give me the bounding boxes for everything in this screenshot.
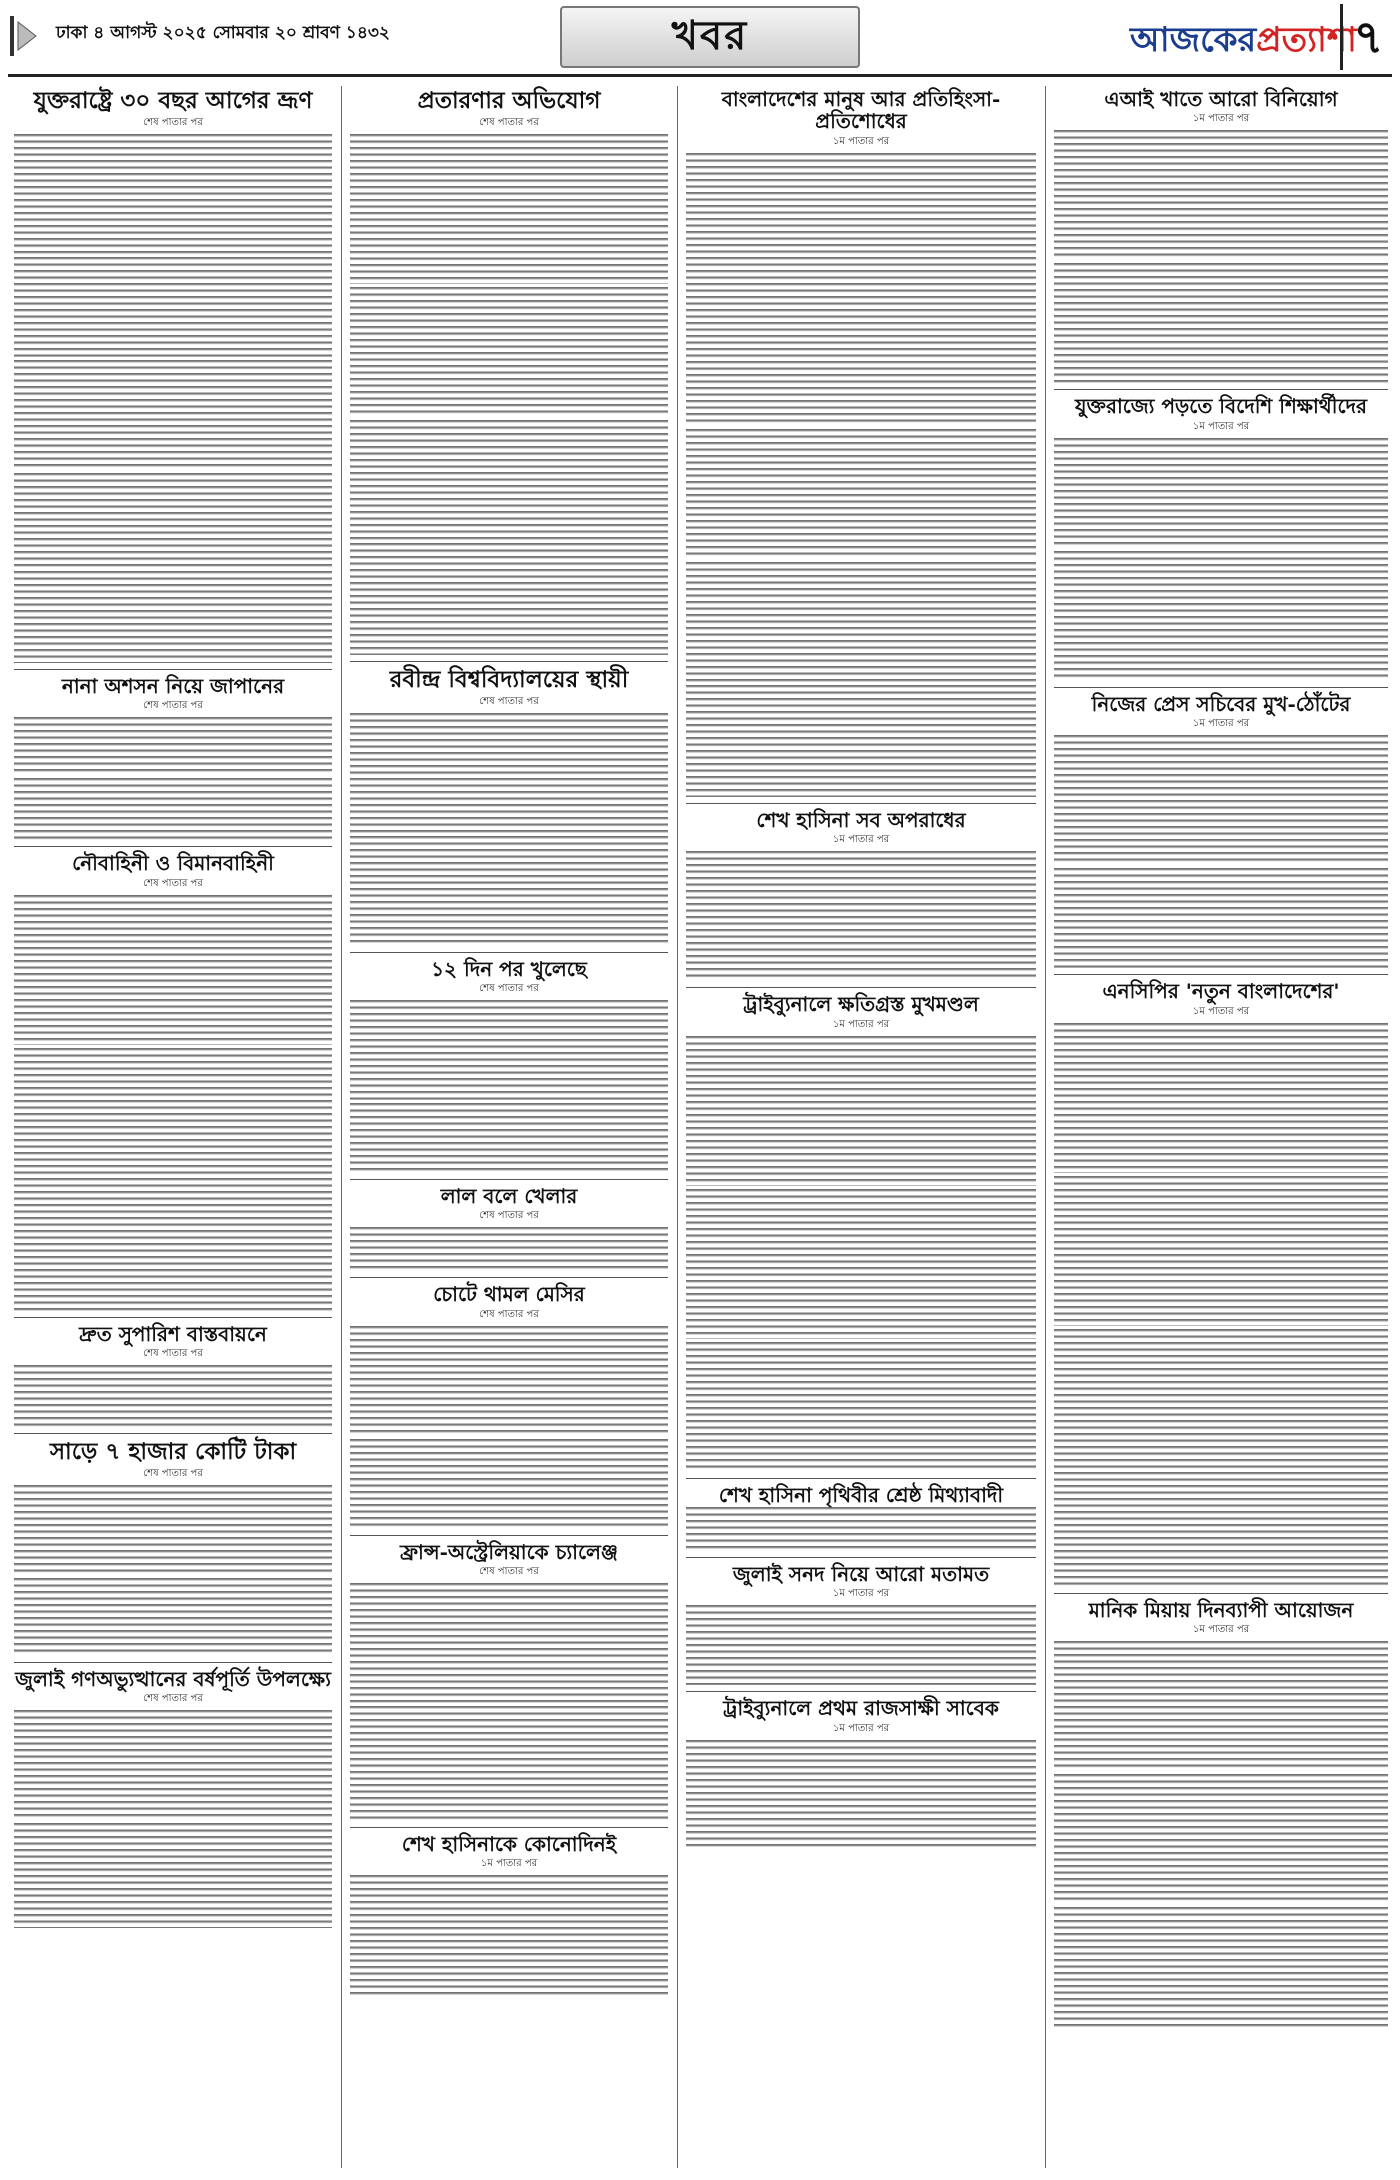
news-story (1054, 1599, 1388, 2027)
body-text-block (14, 1191, 332, 1311)
story-headline: নিজের প্রেস সচিবের মুখ-ঠোঁটের (1091, 691, 1351, 716)
body-text-block (686, 429, 1036, 559)
news-story (1054, 395, 1388, 680)
news-story (1054, 693, 1388, 968)
newspaper-logo (1130, 14, 1357, 71)
story-divider (1054, 389, 1388, 390)
news-story (686, 1563, 1036, 1685)
news-story (1054, 88, 1388, 383)
news-story (350, 958, 668, 1173)
body-text-block (1054, 1329, 1388, 1469)
news-story (14, 1668, 332, 1928)
story-headline: যুক্তরাজ্যে পড়তে বিদেশি শিক্ষার্থীদের (1075, 394, 1367, 419)
body-text-block (350, 836, 668, 946)
body-text-block (14, 1365, 332, 1427)
jump-line: ১ম পাতার পর (1192, 420, 1250, 432)
story-headline: বাংলাদেশের মানুষ আর প্রতিহিংসা-প্রতিশোধের (721, 87, 1001, 134)
story-divider (686, 1557, 1036, 1558)
jump-line: শেষ পাতার পর (479, 1210, 539, 1222)
story-divider (1054, 1593, 1388, 1594)
jump-line: ১ম পাতার পর (480, 1858, 538, 1870)
body-text-block (14, 1823, 332, 1928)
body-text-block (350, 1227, 668, 1271)
news-story (14, 1323, 332, 1427)
jump-line: ১ম পাতার পর (832, 1588, 890, 1600)
story-headline: শেখ হাসিনা সব অপরাধের (756, 807, 966, 832)
body-text-block (14, 1485, 332, 1575)
body-text-block (14, 257, 332, 357)
body-text-block (350, 1875, 668, 1995)
story-headline: শেখ হাসিনাকে কোনোদিনই (401, 1832, 617, 1857)
jump-line: ১ম পাতার পর (1192, 718, 1250, 730)
story-divider (350, 1179, 668, 1180)
story-headline: যুক্তরাষ্ট্রে ৩০ বছর আগের ভ্রূণ (33, 87, 313, 114)
column-2 (350, 86, 668, 2168)
jump-line: শেষ পাতার পর (479, 1566, 539, 1578)
body-text-block (350, 1706, 668, 1821)
logo-part-1: আজকের (1130, 20, 1257, 60)
column-divider (341, 86, 342, 2168)
news-story (686, 1484, 1036, 1551)
body-text-block (14, 134, 332, 254)
news-story (14, 675, 332, 840)
column-3 (686, 86, 1036, 2168)
news-story (350, 1541, 668, 1821)
story-divider (1054, 687, 1388, 688)
column-4 (1054, 86, 1388, 2168)
story-divider (1054, 974, 1388, 975)
body-text-block (1054, 1472, 1388, 1587)
news-story (350, 88, 668, 655)
story-headline: এআই খাতে আরো বিনিয়োগ (1104, 87, 1338, 111)
body-text-block (14, 895, 332, 1045)
story-headline: ট্রাইব্যুনালে ক্ষতিগ্রস্ত মুখমণ্ডল (743, 992, 979, 1017)
body-text-block (350, 420, 668, 540)
story-headline: লাল বলে খেলার (440, 1183, 578, 1208)
jump-line: ১ম পাতার পর (832, 135, 890, 147)
story-headline: দ্রুত সুপারিশ বাস্তবায়নে (79, 1321, 267, 1346)
logo-part-2: প্রত্যাশা (1256, 20, 1357, 60)
column-divider (1045, 86, 1046, 2168)
story-divider (14, 1662, 332, 1663)
story-headline: শেখ হাসিনা পৃথিবীর শ্রেষ্ঠ মিথ্যাবাদী (718, 1482, 1004, 1507)
story-divider (686, 1691, 1036, 1692)
story-headline: রবীন্দ্র বিশ্ববিদ্যালয়ের স্থায়ী (389, 665, 629, 693)
body-text-block (686, 562, 1036, 682)
body-text-block (350, 287, 668, 417)
jump-line: শেষ পাতার পর (479, 982, 539, 994)
news-story (14, 1439, 332, 1656)
body-text-block (350, 543, 668, 655)
jump-line: শেষ পাতার পর (143, 700, 203, 712)
body-text-block (350, 713, 668, 833)
body-text-block (1054, 1907, 1388, 2027)
story-divider (350, 952, 668, 953)
body-text-block (1054, 735, 1388, 865)
jump-line: শেষ পাতার পর (143, 1467, 203, 1479)
page-arrow-icon (10, 16, 40, 56)
column-divider (677, 86, 678, 2168)
story-headline: মানিক মিয়ায় দিনব্যাপী আয়োজন (1088, 1597, 1354, 1622)
body-text-block (686, 1740, 1036, 1850)
jump-line: শেষ পাতার পর (143, 1693, 203, 1705)
jump-line: শেষ পাতার পর (143, 877, 203, 889)
jump-line: ১ম পাতার পর (832, 834, 890, 846)
story-divider (350, 1535, 668, 1536)
story-headline: জুলাই সনদ নিয়ে আরো মতামত (732, 1561, 990, 1586)
body-text-block (686, 1605, 1036, 1685)
body-text-block (686, 685, 1036, 797)
story-headline: সাড়ে ৭ হাজার কোটি টাকা (49, 1437, 297, 1465)
news-story (14, 852, 332, 1310)
news-story (686, 88, 1036, 797)
body-text-block (686, 1507, 1036, 1551)
story-divider (14, 1433, 332, 1434)
story-headline: ট্রাইব্যুনালে প্রথম রাজসাক্ষী সাবেক (723, 1696, 999, 1721)
news-story (686, 809, 1036, 981)
body-text-block (350, 1000, 668, 1100)
section-title: খবর (671, 11, 749, 59)
story-headline: জুলাই গণঅভ্যুত্থানের বর্ষপূর্তি উপলক্ষ্যে (15, 1666, 331, 1691)
body-text-block (350, 1326, 668, 1436)
jump-line: শেষ পাতার পর (479, 695, 539, 707)
body-text-block (14, 571, 332, 663)
story-divider (686, 1478, 1036, 1479)
jump-line: ১ম পাতার পর (1192, 113, 1250, 125)
column-1 (14, 86, 332, 2168)
news-story (686, 993, 1036, 1471)
news-story (350, 667, 668, 946)
body-text-block (350, 134, 668, 284)
news-story (1054, 980, 1388, 1586)
section-title-box (560, 6, 860, 68)
body-text-block (14, 360, 332, 470)
story-divider (350, 661, 668, 662)
story-headline: চোটে থামল মেসির (433, 1282, 585, 1307)
body-text-block (1054, 1774, 1388, 1904)
story-divider (350, 1827, 668, 1828)
story-divider (14, 669, 332, 670)
body-text-block (1054, 1641, 1388, 1771)
jump-line: ১ম পাতার পর (1192, 1623, 1250, 1635)
news-story (686, 1697, 1036, 1849)
news-story (350, 1283, 668, 1528)
body-text-block (1054, 551, 1388, 681)
news-story (350, 1833, 668, 1995)
jump-line: শেষ পাতার পর (479, 116, 539, 128)
body-text-block (14, 778, 332, 840)
news-story (350, 1185, 668, 1271)
jump-line: শেষ পাতার পর (143, 116, 203, 128)
masthead-rule (8, 74, 1392, 77)
body-text-block (686, 1036, 1036, 1186)
body-text-block (1054, 1023, 1388, 1173)
jump-line: ১ম পাতার পর (832, 1018, 890, 1030)
body-text-block (686, 851, 1036, 981)
body-text-block (686, 296, 1036, 426)
body-text-block (686, 153, 1036, 293)
body-text-block (1054, 868, 1388, 968)
story-headline: প্রতারণার অভিযোগ (417, 87, 601, 114)
story-divider (14, 846, 332, 847)
body-text-block (350, 1103, 668, 1173)
story-divider (686, 803, 1036, 804)
dateline: ঢাকা ৪ আগস্ট ২০২৫ সোমবার ২০ শ্রাবণ ১৪৩২ (56, 23, 390, 43)
body-text-block (1054, 438, 1388, 548)
body-text-block (350, 1583, 668, 1703)
body-text-block (14, 473, 332, 568)
news-story (14, 88, 332, 663)
jump-line: ১ম পাতার পর (832, 1722, 890, 1734)
story-divider (350, 1277, 668, 1278)
body-text-block (686, 1189, 1036, 1339)
body-text-block (350, 1439, 668, 1529)
body-text-block (14, 1578, 332, 1656)
story-headline: ১২ দিন পর খুলেছে (431, 956, 587, 981)
page-number: ৭ (1340, 4, 1394, 70)
body-text-block (1054, 130, 1388, 260)
story-headline: নৌবাহিনী ও বিমানবাহিনী (72, 851, 274, 876)
story-headline: এনসিপির 'নতুন বাংলাদেশের' (1102, 979, 1340, 1004)
body-text-block (14, 1048, 332, 1188)
body-text-block (14, 717, 332, 775)
jump-line: শেষ পাতার পর (479, 1308, 539, 1320)
story-divider (14, 1317, 332, 1318)
jump-line: শেষ পাতার পর (143, 1347, 203, 1359)
masthead (0, 0, 1400, 78)
body-text-block (686, 1342, 1036, 1472)
body-text-block (14, 1710, 332, 1820)
jump-line: ১ম পাতার পর (1192, 1005, 1250, 1017)
body-text-block (1054, 1176, 1388, 1326)
story-headline: ফ্রান্স-অস্ট্রেলিয়াকে চ্যালেঞ্জ (399, 1539, 619, 1564)
story-headline: নানা অশসন নিয়ে জাপানের (61, 673, 285, 698)
story-divider (686, 987, 1036, 988)
body-text-block (1054, 263, 1388, 383)
